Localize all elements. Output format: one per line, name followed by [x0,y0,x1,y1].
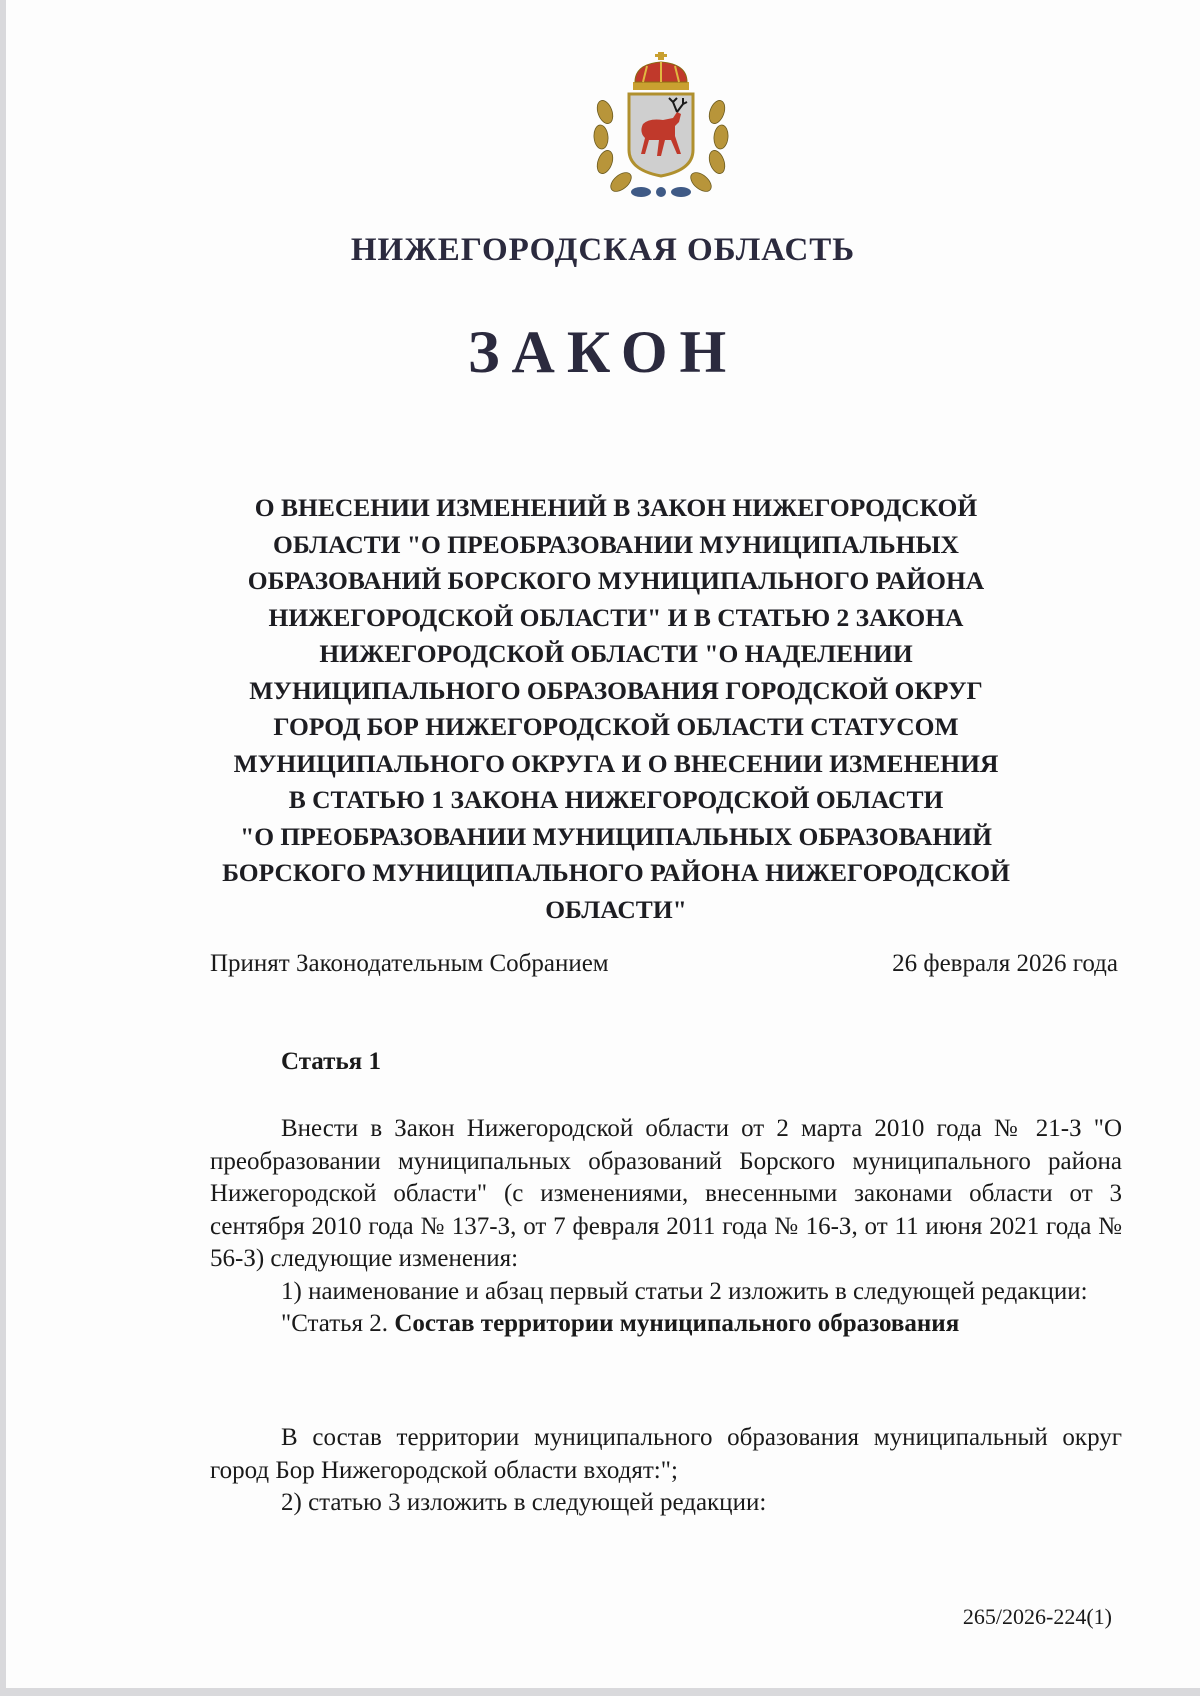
title-line: ОБРАЗОВАНИЙ БОРСКОГО МУНИЦИПАЛЬНОГО РАЙОНА [247,566,985,595]
title-line: МУНИЦИПАЛЬНОГО ОБРАЗОВАНИЯ ГОРОДСКОЙ ОКРУГ [249,675,983,705]
item-2-paragraph: 2) статью 3 изложить в следующей редакции: [281,1489,767,1516]
title-line: БОРСКОГО МУНИЦИПАЛЬНОГО РАЙОНА НИЖЕГОРОДСКОЙ [222,858,1010,887]
quoted-body-block [210,1422,1122,1520]
document-code: 265/2026-224(1) [962,1604,1112,1629]
quoted-prefix: "Статья 2. [281,1310,395,1337]
quoted-heading-text: Состав территории муниципального образования [394,1310,960,1337]
title-line: МУНИЦИПАЛЬНОГО ОКРУГА И О ВНЕСЕНИИ ИЗМЕНЕНИЯ [233,748,999,778]
item-1-paragraph: 1) наименование и абзац первый статьи 2 изложить в следующей редакции: [281,1277,1088,1305]
title-line: НИЖЕГОРОДСКОЙ ОБЛАСТИ "О НАДЕЛЕНИИ [319,639,913,668]
title-line: ОБЛАСТИ "О ПРЕОБРАЗОВАНИИ МУНИЦИПАЛЬНЫХ [273,529,959,559]
article-body [210,1113,1122,1341]
document-page [6,0,1200,1688]
title-line: О ВНЕСЕНИИ ИЗМЕНЕНИЙ В ЗАКОН НИЖЕГОРОДСКОЙ [254,493,978,522]
law-title [206,490,1026,928]
title-line: ОБЛАСТИ" [545,894,687,924]
article-heading: Статья 1 [281,1048,381,1075]
nizhny-novgorod-coat-of-arms-icon [591,52,731,202]
adoption-label: Принят Законодательным Собранием [210,950,609,977]
quoted-body-paragraph: В состав территории муниципального образования муниципальный округ город Бор Нижегородской области входят:"; [210,1424,1122,1484]
adoption-date: 26 февраля 2026 года [892,950,1118,977]
title-line: "О ПРЕОБРАЗОВАНИИ МУНИЦИПАЛЬНЫХ ОБРАЗОВАНИЙ [240,821,992,851]
title-line: ГОРОД БОР НИЖЕГОРОДСКОЙ ОБЛАСТИ СТАТУСОМ [273,712,959,741]
title-line: В СТАТЬЮ 1 ЗАКОНА НИЖЕГОРОДСКОЙ ОБЛАСТИ [288,785,944,814]
region-name: НИЖЕГОРОДСКАЯ ОБЛАСТЬ [350,232,856,268]
title-line: НИЖЕГОРОДСКОЙ ОБЛАСТИ" И В СТАТЬЮ 2 ЗАКОНА [268,602,964,632]
article-intro-paragraph: Внести в Закон Нижегородской области от 2 марта 2010 года № 21-З "О преобразовании муниципальных образований Борского муниципального района Нижегородской области" (с изменениями, внесенными законами области от 3 сентября 2010 года № 137-З, от 7 февраля 2011 года № 16-З, от 11 июня 2021 года № 56-З) следующие изменения: [210,1115,1122,1272]
quoted-article-heading [210,1308,1122,1341]
document-type: ЗАКОН [467,319,739,385]
